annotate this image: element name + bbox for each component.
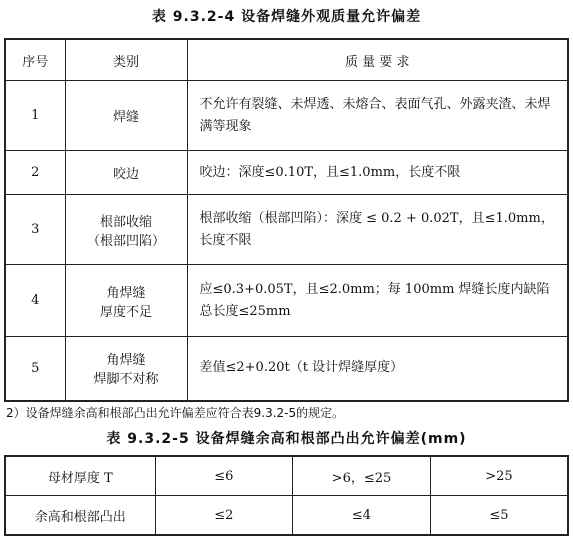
header-no: 序号 bbox=[5, 39, 65, 81]
row-requirement: 不允许有裂缝、未焊透、未熔合、表面气孔、外露夹渣、未焊满等现象 bbox=[187, 81, 568, 151]
row-category: 咬边 bbox=[65, 151, 187, 195]
table1-title: 表 9.3.2-4 设备焊缝外观质量允许偏差 bbox=[151, 9, 422, 25]
category-line: 角焊缝 bbox=[106, 285, 146, 301]
cell-value-3: ≤5 bbox=[430, 496, 568, 536]
row-no: 2 bbox=[5, 151, 65, 195]
cell-reinforcement-label: 余高和根部凸出 bbox=[5, 496, 155, 536]
row-no: 3 bbox=[5, 195, 65, 265]
category-line: 焊脚不对称 bbox=[93, 372, 159, 388]
row-no: 4 bbox=[5, 265, 65, 337]
row-requirement: 差值≤2+0.20t（t 设计焊缝厚度） bbox=[187, 337, 568, 401]
cell-range-1: ≤6 bbox=[155, 456, 293, 496]
table-row bbox=[5, 151, 568, 195]
category-line: 根部收缩 bbox=[99, 214, 152, 230]
row-requirement: 根部收缩（根部凹陷）：深度 ≤ 0.2 + 0.02T，且≤1.0mm，长度不限 bbox=[187, 195, 568, 265]
category-line: （根部凹陷） bbox=[86, 233, 165, 249]
row-category: 焊缝 bbox=[65, 81, 187, 151]
table-row bbox=[5, 496, 568, 536]
table-row bbox=[5, 195, 568, 265]
table-row bbox=[5, 265, 568, 337]
category-line: 角焊缝 bbox=[106, 353, 146, 369]
weld-reinforcement-table bbox=[4, 455, 569, 536]
note-text: 2）设备焊缝余高和根部凸出允许偏差应符合表9.3.2-5的规定。 bbox=[6, 406, 345, 420]
table-row bbox=[5, 81, 568, 151]
cell-value-2: ≤4 bbox=[293, 496, 431, 536]
cell-range-2: >6，≤25 bbox=[293, 456, 431, 496]
category-line: 厚度不足 bbox=[99, 304, 152, 320]
row-no: 5 bbox=[5, 337, 65, 401]
row-requirement: 咬边：深度≤0.10T，且≤1.0mm，长度不限 bbox=[187, 151, 568, 195]
header-requirement: 质 量 要 求 bbox=[187, 39, 568, 81]
table-header-row bbox=[5, 39, 568, 81]
row-no: 1 bbox=[5, 81, 65, 151]
row-requirement: 应≤0.3+0.05T，且≤2.0mm；每 100mm 焊缝长度内缺陷总长度≤25mm bbox=[187, 265, 568, 337]
table-row bbox=[5, 456, 568, 496]
row-category bbox=[65, 337, 187, 401]
cell-value-1: ≤2 bbox=[155, 496, 293, 536]
cell-base-thickness: 母材厚度 T bbox=[5, 456, 155, 496]
header-category: 类别 bbox=[65, 39, 187, 81]
row-category bbox=[65, 265, 187, 337]
cell-range-3: >25 bbox=[430, 456, 568, 496]
table2-title: 表 9.3.2-5 设备焊缝余高和根部凸出允许偏差(mm) bbox=[106, 431, 467, 447]
weld-quality-table bbox=[4, 38, 569, 402]
table-row bbox=[5, 337, 568, 401]
row-category bbox=[65, 195, 187, 265]
